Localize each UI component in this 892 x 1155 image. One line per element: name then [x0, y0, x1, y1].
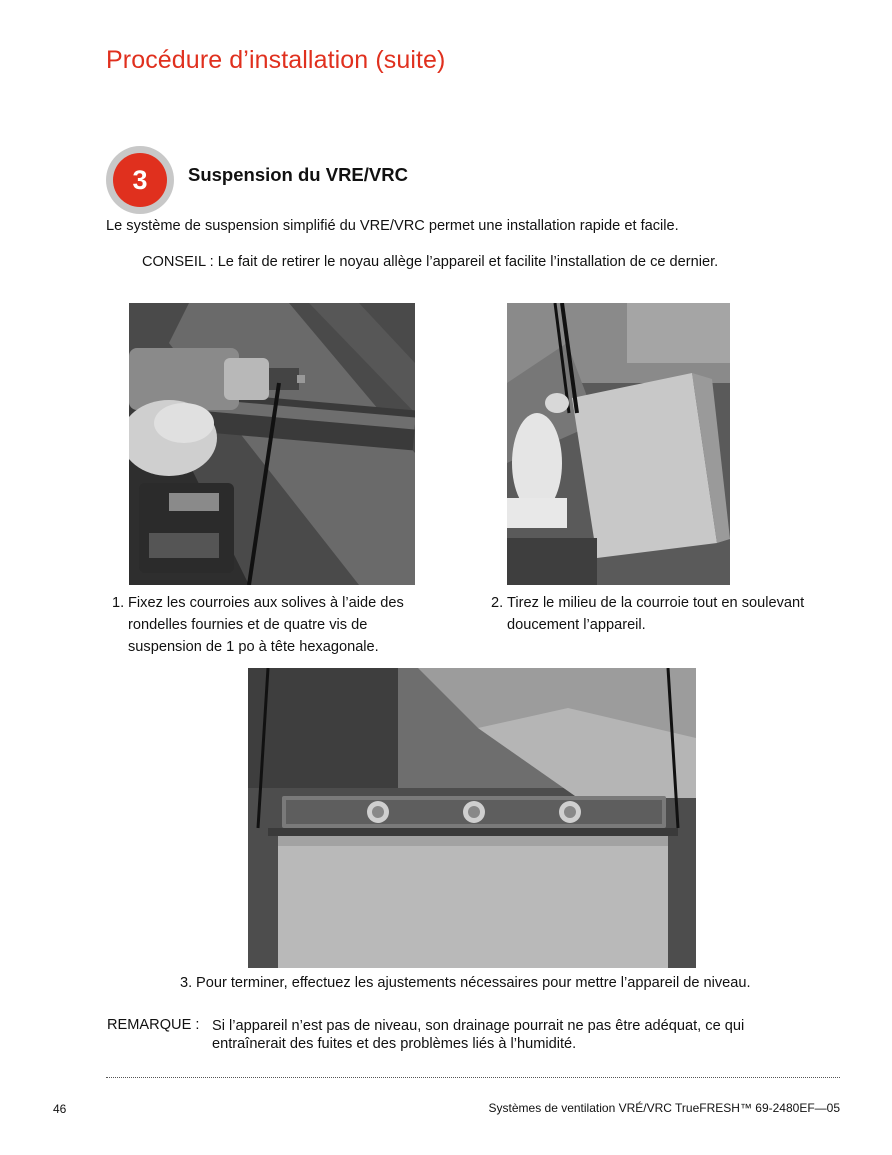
note-text: Si l’appareil n’est pas de niveau, son drainage pourrait ne pas être adéquat, ce qui entraînerait des fuites et des problèmes liés à l’humidité.	[212, 1018, 745, 1052]
page-number: 46	[53, 1102, 67, 1116]
intro-paragraph: Le système de suspension simplifié du VRE/VRC permet une installation rapide et facile.	[106, 218, 679, 234]
caption-number: 3.	[180, 975, 193, 991]
caption-text: Tirez le milieu de la courroie tout en soulevant doucement l’appareil.	[507, 595, 805, 633]
footer-divider	[106, 1077, 840, 1078]
step-heading: Suspension du VRE/VRC	[188, 164, 408, 185]
caption-step-3	[180, 972, 820, 994]
caption-text: Fixez les courroies aux solives à l’aide des rondelles fournies et de quatre vis de suspension de 1 po à tête hexagonale.	[128, 595, 404, 655]
tip-paragraph: CONSEIL : Le fait de retirer le noyau allège l’appareil et facilite l’installation de ce dernier.	[142, 254, 719, 270]
caption-step-2	[491, 592, 831, 636]
caption-step-1	[112, 592, 432, 658]
caption-number: 1.	[112, 595, 125, 611]
caption-number: 2.	[491, 595, 504, 611]
step-number: 3	[113, 153, 167, 207]
step-number-badge	[106, 146, 174, 214]
page-title: Procédure d’installation (suite)	[106, 46, 446, 74]
caption-text: Pour terminer, effectuez les ajustements nécessaires pour mettre l’appareil de niveau.	[196, 975, 751, 991]
note-label: REMARQUE :	[107, 1017, 200, 1033]
footer-document-title: Systèmes de ventilation VRÉ/VRC TrueFRESH™ 69-2480EF—05	[488, 1101, 840, 1115]
photo-lifting-unit	[507, 303, 730, 585]
photo-leveling-unit	[248, 668, 696, 968]
photo-drilling-strap	[129, 303, 415, 585]
